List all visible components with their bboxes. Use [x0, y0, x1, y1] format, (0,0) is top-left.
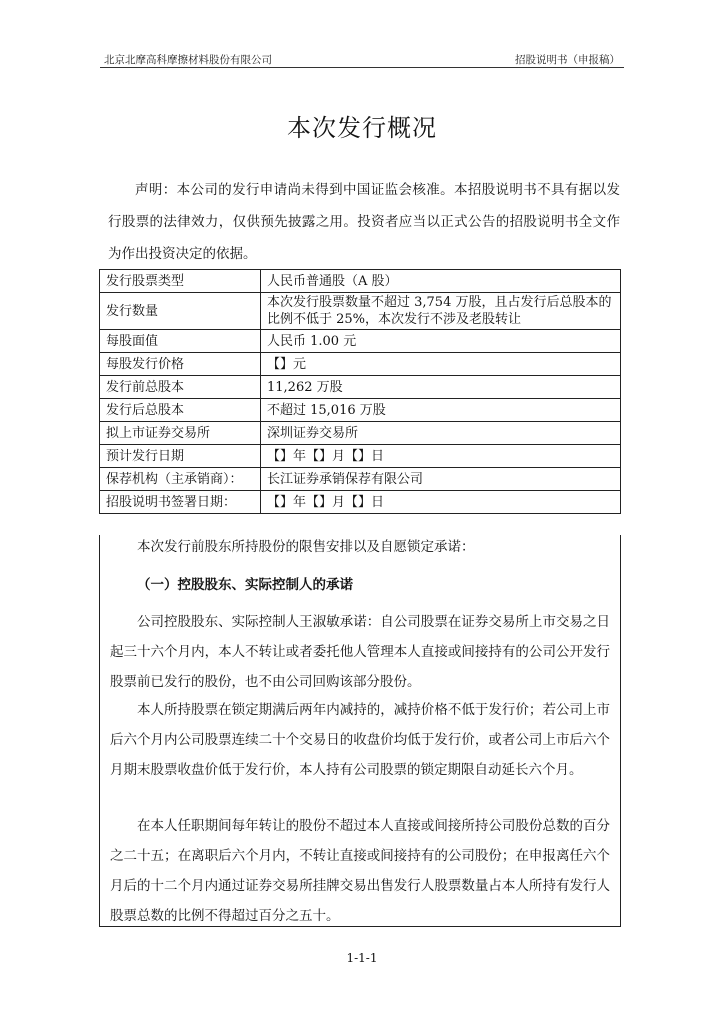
lockup-paragraph: 本人所持股票在锁定期满后两年内减持的，减持价格不低于发行价；若公司上市后六个月内公司股票连续二十个交易日的收盘价均低于发行价，或者公司上市后六个月期末股票收盘价低于发行价，本人持有公司股票的锁定期限自动延长六个月。	[110, 702, 610, 778]
page-number: 1-1-1	[346, 951, 378, 965]
row-value: 本次发行股票数量不超过 3,754 万股，且占发行后总股本的比例不低于 25%，本次发行不涉及老股转让	[261, 293, 621, 330]
row-key: 发行股票类型	[100, 270, 261, 293]
row-key: 发行数量	[100, 293, 261, 330]
row-key: 拟上市证券交易所	[100, 422, 261, 445]
page-title: 本次发行概况	[287, 114, 437, 142]
row-value: 【】年【】月【】日	[261, 491, 621, 514]
table-row	[100, 422, 621, 445]
row-value: 长江证券承销保荐有限公司	[261, 468, 621, 491]
table-row	[100, 376, 621, 399]
lockup-paragraph: 在本人任职期间每年转让的股份不超过本人直接或间接所持公司股份总数的百分之二十五；在离职后六个月内，不转让直接或间接持有的公司股份；在申报离任六个月后的十二个月内通过证券交易所挂牌交易出售发行人股票数量占本人所持有发行人股票总数的比例不得超过百分之五十。	[110, 818, 610, 924]
table-row	[100, 353, 621, 376]
table-row	[100, 293, 621, 330]
row-key: 每股面值	[100, 330, 261, 353]
lockup-section	[99, 535, 621, 927]
table-row	[100, 468, 621, 491]
lockup-subheading: （一）控股股东、实际控制人的承诺	[137, 577, 353, 593]
row-value: 【】年【】月【】日	[261, 445, 621, 468]
row-value: 11,262 万股	[261, 376, 621, 399]
declaration: 声明：本公司的发行申请尚未得到中国证监会核准。本招股说明书不具有据以发行股票的法律效力，仅供预先披露之用。投资者应当以正式公告的招股说明书全文作为作出投资决定的依据。	[108, 182, 620, 262]
header-rule	[100, 67, 624, 68]
row-key: 保荐机构（主承销商）：	[100, 468, 261, 491]
row-value: 深圳证券交易所	[261, 422, 621, 445]
offering-overview-table	[99, 269, 621, 514]
header-company: 北京北摩高科摩擦材料股份有限公司	[104, 54, 272, 66]
lockup-paragraph: 公司控股股东、实际控制人王淑敏承诺：自公司股票在证券交易所上市交易之日起三十六个月内，本人不转让或者委托他人管理本人直接或间接持有的公司公开发行股票前已发行的股份，也不由公司回购该部分股份。	[110, 614, 610, 690]
row-key: 每股发行价格	[100, 353, 261, 376]
lockup-intro: 本次发行前股东所持股份的限售安排以及自愿锁定承诺：	[137, 539, 475, 555]
table-row	[100, 270, 621, 293]
row-key: 发行后总股本	[100, 399, 261, 422]
row-value: 人民币 1.00 元	[261, 330, 621, 353]
row-value: 不超过 15,016 万股	[261, 399, 621, 422]
row-key: 发行前总股本	[100, 376, 261, 399]
row-value: 【】元	[261, 353, 621, 376]
table-row	[100, 491, 621, 514]
table-row	[100, 399, 621, 422]
row-value: 人民币普通股（A 股）	[261, 270, 621, 293]
table-row	[100, 330, 621, 353]
table-row	[100, 445, 621, 468]
row-key: 预计发行日期	[100, 445, 261, 468]
header-doc-type: 招股说明书（申报稿）	[515, 54, 620, 66]
row-key: 招股说明书签署日期：	[100, 491, 261, 514]
